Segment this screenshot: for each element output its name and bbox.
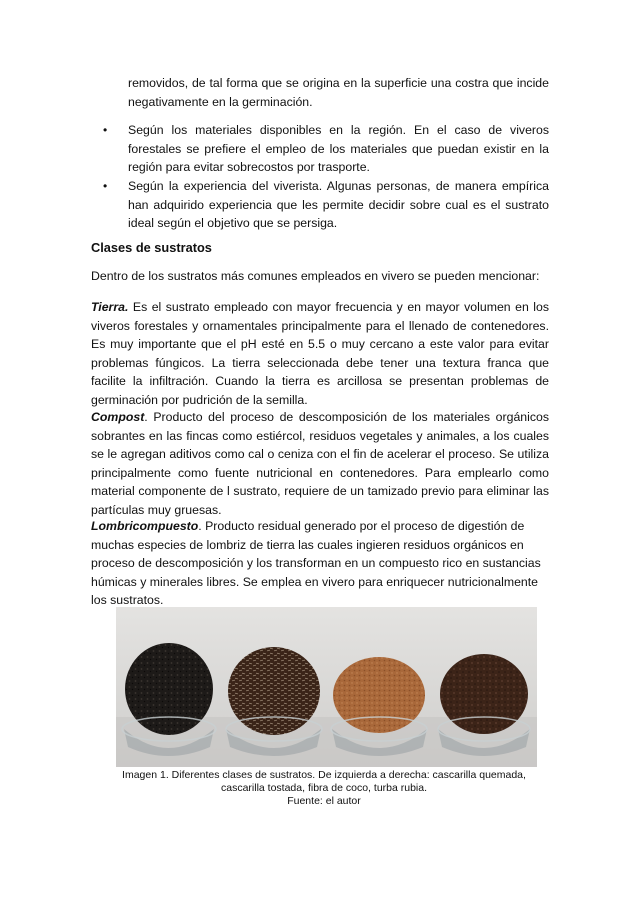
substrates-photo [116, 607, 537, 767]
bullet-continuation-text: removidos, de tal forma que se origina en la superficie una costra que incide negativamente en la germinación. [128, 76, 549, 109]
entry-term: Tierra. [91, 300, 129, 314]
section-intro: Dentro de los sustratos más comunes empleados en vivero se pueden mencionar: [91, 269, 540, 283]
bullet-item-materiales: Según los materiales disponibles en la región. En el caso de viveros forestales se prefiere el empleo de los materiales que puedan existir en la región para evitar sobrecostos por trasporte. [128, 123, 549, 174]
caption-source: Fuente: el autor [287, 795, 361, 807]
bullet-item-experiencia: Según la experiencia del viverista. Algunas personas, de manera empírica han adquirido experiencia que les permite decidir sobre cual es el sustrato ideal según el objetivo que se persiga. [128, 179, 549, 230]
figure-caption [100, 769, 548, 808]
entry-term: Lombricompuesto [91, 519, 199, 533]
entry-lombricompuesto [91, 517, 549, 610]
entry-compost [91, 408, 549, 519]
entry-text: . Producto residual generado por el proceso de digestión de muchas especies de lombriz de tierra las cuales ingieren residuos orgánicos en proceso de descomposición y los transforman en un compuesto rico en sustancias húmicas y minerales libres. Se emplea en vivero para enriquecer nutricionalmente los sustratos. [91, 519, 541, 607]
caption-line-1: Imagen 1. Diferentes clases de sustratos. De izquierda a derecha: cascarilla quemada, [122, 769, 526, 781]
section-heading: Clases de sustratos [91, 240, 212, 255]
bowl-fibra-de-coco [331, 657, 427, 756]
entry-text: Es el sustrato empleado con mayor frecuencia y en mayor volumen en los viveros forestales y ornamentales principalmente para el llenado de contenedores. Es muy importante que el pH esté en 5.5 o muy cercano a este valor para evitar problemas fúngicos. La tierra seleccionada debe tener una textura franca que facilite la infiltración. Cuando la tierra es arcillosa se presentan problemas de germinación por pudrición de la semilla. [91, 300, 549, 407]
bullet-marker: • [103, 179, 108, 193]
entry-tierra [91, 298, 549, 409]
bowl-turba-rubia [438, 654, 530, 756]
caption-line-2: cascarilla tostada, fibra de coco, turba rubia. [220, 782, 428, 794]
entry-term: Compost [91, 410, 145, 424]
entry-text: . Producto del proceso de descomposición de los materiales orgánicos sobrantes en las fincas como estiércol, residuos vegetales y animales, a los cuales se le agregan aditivos como cal o ceniza con el fin de acelerar el proceso. Se utiliza principalmente como fuente nutricional en contenedores. Para emplearlo como material componente de l sustrato, requiere de un tamizado previo para eliminar las partículas muy gruesas. [91, 410, 549, 517]
bullet-marker: • [103, 123, 108, 137]
